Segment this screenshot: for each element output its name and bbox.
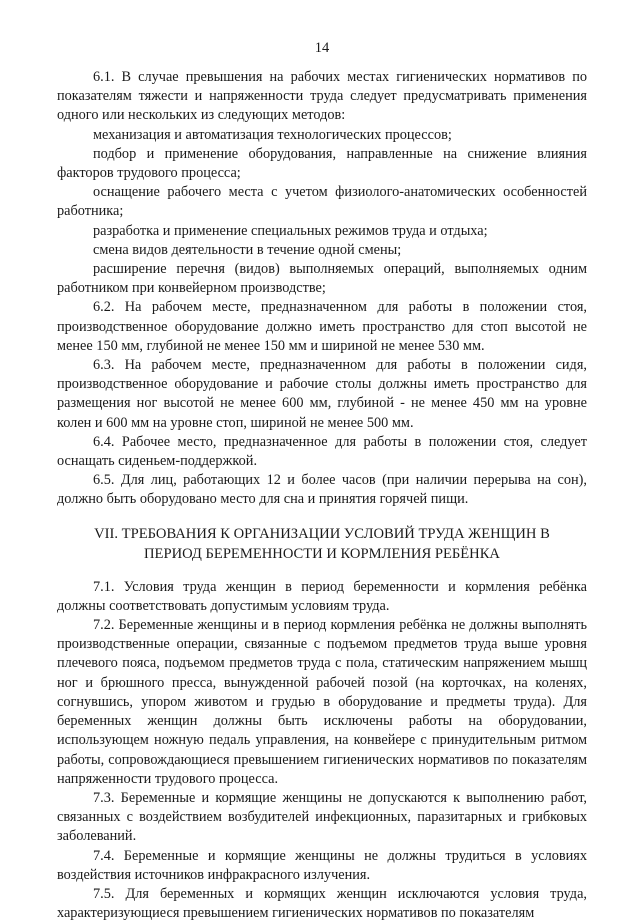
paragraph-7-3: 7.3. Беременные и кормящие женщины не допускаются к выполнению работ, связанных с воздействием возбудителей инфекционных, паразитарных и грибковых заболеваний. xyxy=(57,789,587,845)
paragraph-method-workplace: оснащение рабочего места с учетом физиолого-анатомических особенностей работника; xyxy=(57,184,587,220)
paragraph-6-1: 6.1. В случае превышения на рабочих местах гигиенических нормативов по показателям тяжести и напряженности труда следует предусматривать применения одного или нескольких из следующих методов: xyxy=(57,69,587,124)
paragraph-method-activity-change: смена видов деятельности в течение одной смены; xyxy=(93,241,402,258)
paragraph-6-5: 6.5. Для лиц, работающих 12 и более часов (при наличии перерыва на сон), должно быть оборудовано место для сна и принятия горячей пищи. xyxy=(57,472,587,508)
paragraph-method-operations: расширение перечня (видов) выполняемых операций, выполняемых одним работником при конвейерном производстве; xyxy=(57,261,587,297)
paragraph-7-4: 7.4. Беременные и кормящие женщины не должны трудиться в условиях воздействия источников инфракрасного излучения. xyxy=(57,847,587,883)
paragraph-7-2: 7.2. Беременные женщины и в период кормления ребёнка не должны выполнять производственные операции, связанные с подъемом предметов труда выше уровня плечевого пояса, подъемом предметов труда с пола, статическим напряжением мышц ног и брюшного пресса, вынужденной рабочей позой (на корточках, на коленях, согнувшись, упором животом и грудью в оборудование и предметы труда). Для беременных женщин должны быть исключены работы на оборудовании, использующем ножную педаль управления, на конвейере с принудительным ритмом работы, сопровождающиеся превышением гигиенических нормативов по показателям напряженности трудового процесса. xyxy=(57,617,587,787)
paragraph-method-regimes: разработка и применение специальных режимов труда и отдыха; xyxy=(93,222,488,239)
paragraph-method-automation: механизация и автоматизация технологических процессов; xyxy=(93,126,452,143)
paragraph-6-3: 6.3. На рабочем месте, предназначенном для работы в положении сидя, производственное оборудование и рабочие столы должны иметь пространство для размещения ног высотой не менее 600 мм, глубиной - не менее 450 мм на уровне колен и 600 мм на уровне стоп, шириной не менее 500 мм. xyxy=(57,357,587,431)
document-body xyxy=(57,68,587,923)
paragraph-7-1: 7.1. Условия труда женщин в период беременности и кормления ребёнка должны соответствовать допустимым условиям труда. xyxy=(57,578,587,614)
paragraph-7-5: 7.5. Для беременных и кормящих женщин исключаются условия труда, характеризующиеся превышением гигиенических нормативов по показателям xyxy=(57,885,587,922)
paragraph-6-4: 6.4. Рабочее место, предназначенное для работы в положении стоя, следует оснащать сиденьем-поддержкой. xyxy=(57,433,587,470)
page-number: 14 xyxy=(314,40,330,56)
paragraph-method-equipment: подбор и применение оборудования, направленные на снижение влияния факторов трудового процесса; xyxy=(57,145,587,182)
section-heading-line-2: ПЕРИОД БЕРЕМЕННОСТИ И КОРМЛЕНИЯ РЕБЁНКА xyxy=(144,545,500,562)
section-heading-line-1: VII. ТРЕБОВАНИЯ К ОРГАНИЗАЦИИ УСЛОВИЙ ТРУДА ЖЕНЩИН В xyxy=(94,525,550,542)
paragraph-6-2: 6.2. На рабочем месте, предназначенном для работы в положении стоя, производственное оборудование должно иметь пространство для стоп высотой не менее 150 мм, глубиной не менее 150 мм и шириной не менее 530 мм. xyxy=(57,299,587,354)
section-heading xyxy=(57,524,587,564)
